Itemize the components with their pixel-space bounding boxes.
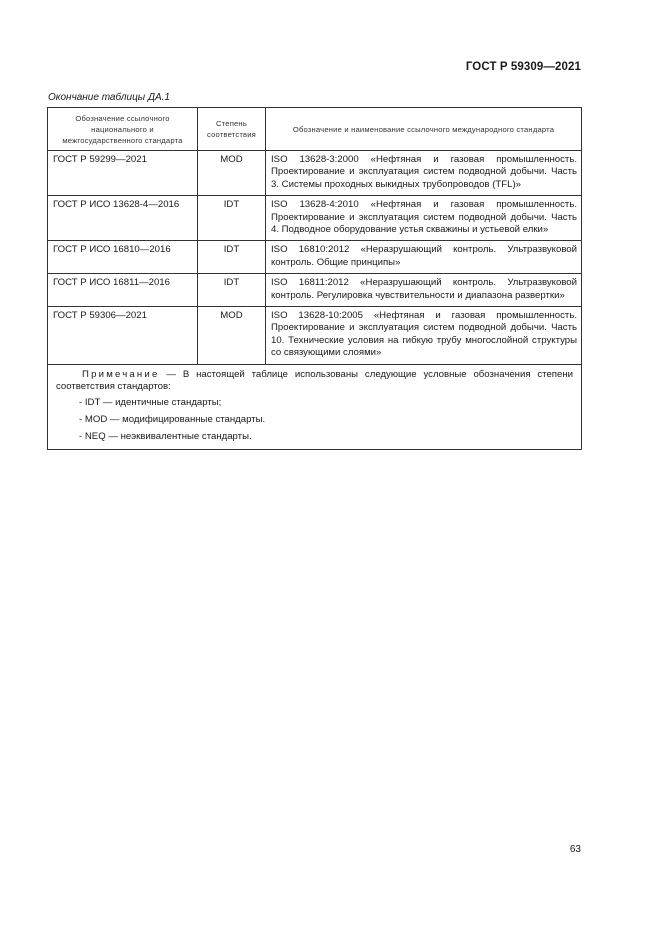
table-row — [48, 307, 582, 365]
table-note-row — [48, 364, 582, 449]
header-international-standard: Обозначение и наименование ссылочного международного стандарта — [266, 108, 582, 151]
table-row — [48, 274, 582, 307]
international-standard-cell: ISO 13628-3:2000 «Нефтяная и газовая промышленность. Проектирование и эксплуатация систем подводной добычи. Часть 3. Системы проходных выкидных трубопроводов (TFL)» — [266, 151, 582, 196]
national-standard-cell: ГОСТ Р 59306—2021 — [48, 307, 198, 365]
table-caption: Окончание таблицы ДА.1 — [48, 92, 170, 103]
document-code: ГОСТ Р 59309—2021 — [465, 61, 581, 73]
table-row — [48, 151, 582, 196]
national-standard-cell: ГОСТ Р ИСО 16810—2016 — [48, 241, 198, 274]
note-paragraph — [56, 369, 573, 394]
note-label: Примечание — [82, 368, 160, 380]
international-standard-cell: ISO 13628-10:2005 «Нефтяная и газовая промышленность. Проектирование и эксплуатация систем подводной добычи. Часть 10. Технические условия на гибкую трубу многослойной структуры со связующими слоями» — [266, 307, 582, 365]
international-standard-cell: ISO 13628-4:2010 «Нефтяная и газовая промышленность. Проектирование и эксплуатация систем подводной добычи. Часть 4. Подводное оборудование устья скважины и устьевой елки» — [266, 196, 582, 241]
table-note — [48, 364, 582, 449]
conformity-degree-cell: IDT — [198, 241, 266, 274]
international-standard-cell: ISO 16810:2012 «Неразрушающий контроль. Ультразвуковой контроль. Общие принципы» — [266, 241, 582, 274]
page-number: 63 — [569, 844, 581, 855]
abbreviation-list — [56, 397, 573, 444]
national-standard-cell: ГОСТ Р ИСО 13628-4—2016 — [48, 196, 198, 241]
reference-standards-table — [47, 107, 582, 450]
national-standard-cell: ГОСТ Р 59299—2021 — [48, 151, 198, 196]
list-item: - MOD — модифицированные стандарты. — [79, 413, 266, 425]
conformity-degree-cell: MOD — [198, 151, 266, 196]
table-header-row — [48, 108, 582, 151]
note-text: — В настоящей таблице использованы следующие условные обозначения степени соответствия стандартов: — [56, 368, 573, 393]
national-standard-cell: ГОСТ Р ИСО 16811—2016 — [48, 274, 198, 307]
list-item: - NEQ — неэквивалентные стандарты. — [79, 431, 252, 443]
table-row — [48, 241, 582, 274]
conformity-degree-cell: IDT — [198, 274, 266, 307]
list-item: - IDT — идентичные стандарты; — [79, 396, 222, 408]
header-conformity-degree: Степень соответствия — [198, 108, 266, 151]
table-row — [48, 196, 582, 241]
header-national-standard: Обозначение ссылочного национального и межгосударственного стандарта — [48, 108, 198, 151]
conformity-degree-cell: MOD — [198, 307, 266, 365]
international-standard-cell: ISO 16811:2012 «Неразрушающий контроль. Ультразвуковой контроль. Регулировка чувствительности и диапазона развертки» — [266, 274, 582, 307]
conformity-degree-cell: IDT — [198, 196, 266, 241]
